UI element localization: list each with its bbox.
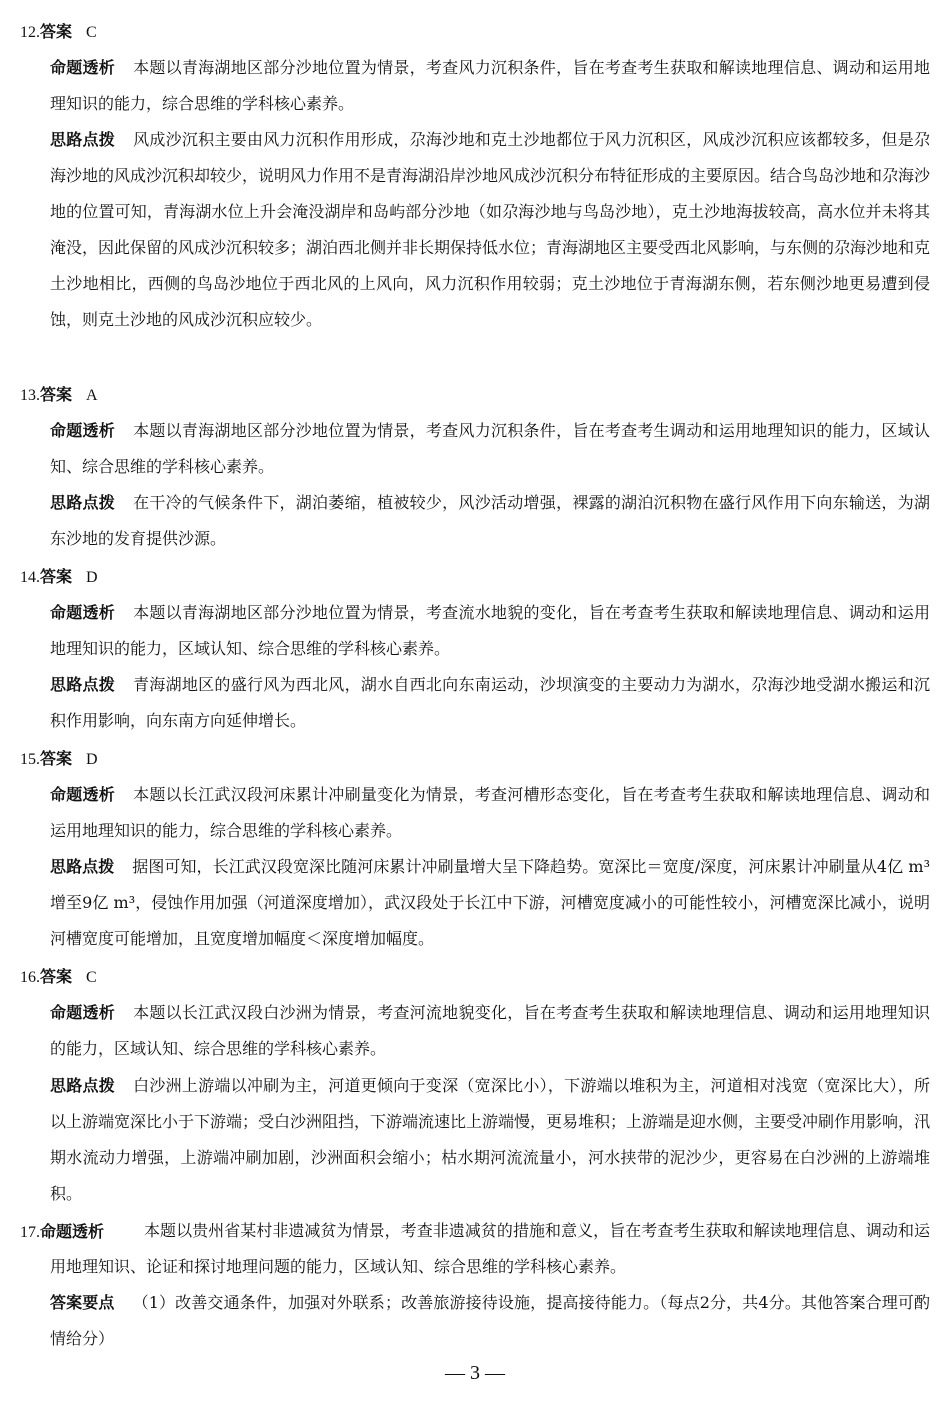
q14-hint-label: 思路点拨 [50,675,116,694]
q12-intent-label: 命题透析 [50,58,116,77]
q15-answer-value: D [86,751,98,768]
q17-key [50,1285,930,1357]
q13-number: 13. [20,387,40,404]
q13-answer-label: 答案 [40,385,73,404]
q12-intent-text: 本题以青海湖地区部分沙地位置为情景，考查风力沉积条件，旨在考查考生获取和解读地理信息、调动和运用地理知识的能力，综合思维的学科核心素养。 [50,58,930,113]
q16-hint-text: 白沙洲上游端以冲刷为主，河道更倾向于变深（宽深比小），下游端以堆积为主，河道相对浅宽（宽深比大），所以上游端宽深比小于下游端；受白沙洲阻挡，下游端流速比上游端慢，更易堆积；上游端是迎水侧，主要受冲刷作用影响，汛期水流动力增强，上游端冲刷加剧，沙洲面积会缩小；枯水期河流流量小，河水挟带的泥沙少，更容易在白沙洲的上游端堆积。 [50,1076,931,1203]
q16-hint [50,1068,930,1212]
q14-hint [50,667,930,739]
q16-hint-label: 思路点拨 [50,1076,116,1095]
q12-intent [50,50,930,122]
q16-answer-line [20,967,97,988]
q16-intent-text: 本题以长江武汉段白沙洲为情景，考查河流地貌变化，旨在考查考生获取和解读地理信息、调动和运用地理知识的能力，区域认知、综合思维的学科核心素养。 [50,1003,930,1058]
q16-answer-label: 答案 [40,967,73,986]
q15-intent [50,777,930,849]
q17-intent-text: 本题以贵州省某村非遗减贫为情景，考查非遗减贫的措施和意义，旨在考查考生获取和解读地理信息、调动和运用地理知识、论证和探讨地理问题的能力，区域认知、综合思维的学科核心素养。 [50,1221,930,1276]
q13-hint-text: 在干冷的气候条件下，湖泊萎缩，植被较少，风沙活动增强，裸露的湖泊沉积物在盛行风作用下向东输送，为湖东沙地的发育提供沙源。 [50,493,930,548]
q13-answer-line [20,385,98,406]
q13-hint-label: 思路点拨 [50,493,116,512]
q17-key-label: 答案要点 [50,1293,115,1312]
q17-intent-label: 命题透析 [40,1222,105,1241]
q13-intent-text: 本题以青海湖地区部分沙地位置为情景，考查风力沉积条件，旨在考查考生调动和运用地理知识的能力，区域认知、综合思维的学科核心素养。 [50,421,930,476]
q12-hint-label: 思路点拨 [50,130,116,149]
q14-answer-value: D [86,569,98,586]
q14-intent-text: 本题以青海湖地区部分沙地位置为情景，考查流水地貌的变化，旨在考查考生获取和解读地理信息、调动和运用地理知识的能力，区域认知、综合思维的学科核心素养。 [50,603,930,658]
q14-intent-label: 命题透析 [50,603,116,622]
q15-answer-label: 答案 [40,749,73,768]
q17-intent-body [50,1213,930,1285]
q16-number: 16. [20,969,40,986]
q17-key-text: （1）改善交通条件，加强对外联系；改善旅游接待设施，提高接待能力。（每点2分，共4分。其他答案合理可酌情给分） [50,1293,930,1348]
page-number: — 3 — [445,1362,505,1384]
q12-answer-label: 答案 [40,22,73,41]
q14-number: 14. [20,569,40,586]
q15-hint [50,849,930,957]
q15-number: 15. [20,751,40,768]
q12-hint [50,122,930,338]
q12-answer-line [20,22,97,43]
q16-intent-label: 命题透析 [50,1003,116,1022]
q14-answer-line [20,567,98,588]
q14-answer-label: 答案 [40,567,73,586]
q12-hint-text: 风成沙沉积主要由风力沉积作用形成，尕海沙地和克土沙地都位于风力沉积区，风成沙沉积应该都较多，但是尕海沙地的风成沙沉积却较少，说明风力作用不是青海湖沿岸沙地风成沙沉积分布特征形成的主要原因。结合鸟岛沙地和尕海沙地的位置可知，青海湖水位上升会淹没湖岸和岛屿部分沙地（如尕海沙地与鸟岛沙地），克土沙地海拔较高，高水位并未将其淹没，因此保留的风成沙沉积较多；湖泊西北侧并非长期保持低水位；青海湖地区主要受西北风影响，与东侧的尕海沙地和克土沙地相比，西侧的鸟岛沙地位于西北风的上风向，风力沉积作用较弱；克土沙地位于青海湖东侧，若东侧沙地更易遭到侵蚀，则克土沙地的风成沙沉积应较少。 [50,130,931,329]
q15-intent-label: 命题透析 [50,785,116,804]
q13-intent [50,413,930,485]
q15-hint-text: 据图可知，长江武汉段宽深比随河床累计冲刷量增大呈下降趋势。宽深比＝宽度/深度，河床累计冲刷量从4亿 m³ 增至9亿 m³，侵蚀作用加强（河道深度增加），武汉段处于长江中下游，河槽宽度减小的可能性较小，河槽宽深比减小，说明河槽宽度可能增加，且宽度增加幅度＜深度增加幅度。 [50,857,930,948]
q16-intent [50,995,930,1067]
q14-intent [50,595,930,667]
q14-hint-text: 青海湖地区的盛行风为西北风，湖水自西北向东南运动，沙坝演变的主要动力为湖水，尕海沙地受湖水搬运和沉积作用影响，向东南方向延伸增长。 [50,675,930,730]
q15-intent-text: 本题以长江武汉段河床累计冲刷量变化为情景，考查河槽形态变化，旨在考查考生获取和解读地理信息、调动和运用地理知识的能力，综合思维的学科核心素养。 [50,785,930,840]
q16-answer-value: C [86,969,97,986]
q13-hint [50,485,930,557]
q12-answer-value: C [86,24,97,41]
q17-number: 17. [20,1224,40,1241]
q13-answer-value: A [86,387,98,404]
q12-number: 12. [20,24,40,41]
q15-answer-line [20,749,98,770]
q15-hint-label: 思路点拨 [50,857,115,876]
q13-intent-label: 命题透析 [50,421,116,440]
